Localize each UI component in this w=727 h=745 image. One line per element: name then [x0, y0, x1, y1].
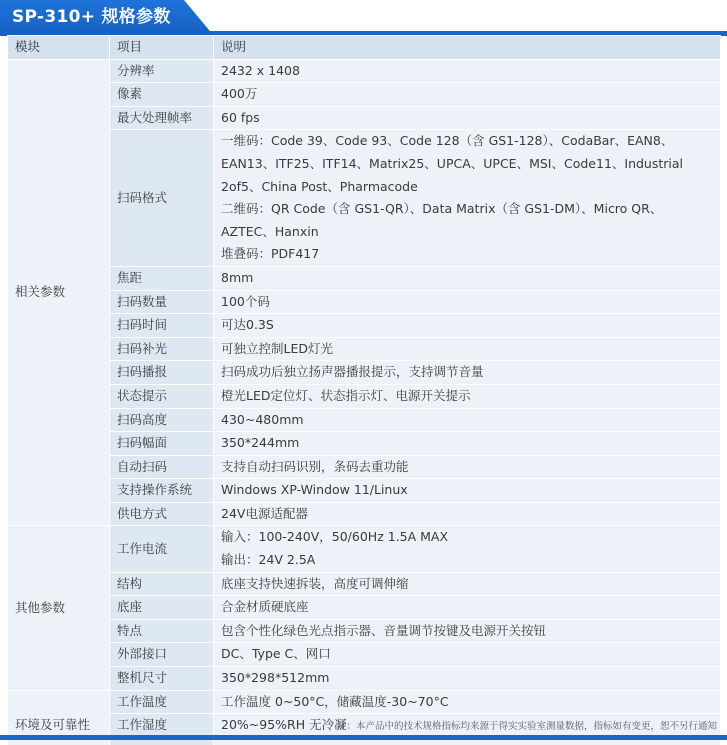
item-cell: 工作电流 — [110, 526, 214, 572]
table-row — [8, 572, 721, 596]
table-row — [8, 290, 721, 314]
table-row — [8, 83, 721, 107]
item-cell: 外部接口 — [110, 643, 214, 667]
header-band — [0, 0, 727, 36]
item-cell: 整机尺寸 — [110, 667, 214, 691]
description-cell: 工作温度 0~50°C，储藏温度-30~70°C — [214, 690, 721, 714]
description-cell: 包含个性化绿色光点指示器、音量调节按键及电源开关按钮 — [214, 619, 721, 643]
description-cell: 2432 x 1408 — [214, 59, 721, 83]
table-row — [8, 361, 721, 385]
item-cell: 分辨率 — [110, 59, 214, 83]
description-cell: 支持自动扫码识别，条码去重功能 — [214, 455, 721, 479]
description-cell: 可达0.3S — [214, 314, 721, 338]
table-row — [8, 455, 721, 479]
item-cell: 最大处理帧率 — [110, 106, 214, 130]
description-line: 2of5、China Post、Pharmacode — [221, 178, 418, 194]
table-row — [8, 596, 721, 620]
item-cell: 焦距 — [110, 266, 214, 290]
column-header-description: 说明 — [214, 36, 721, 60]
description-cell — [214, 526, 721, 572]
table-row — [8, 643, 721, 667]
table-row — [8, 408, 721, 432]
description-cell: 350*298*512mm — [214, 667, 721, 691]
description-line: 输出：24V 2.5A — [221, 552, 316, 568]
item-cell: 扫码格式 — [110, 130, 214, 267]
description-cell: 430~480mm — [214, 408, 721, 432]
description-line: EAN13、ITF25、ITF14、Matrix25、UPCA、UPCE、MSI、Code11、Industrial — [221, 155, 684, 171]
description-cell: 底座支持快速拆装，高度可调伸缩 — [214, 572, 721, 596]
table-row — [8, 690, 721, 714]
description-cell: Windows XP-Window 11/Linux — [214, 479, 721, 503]
table-row — [8, 479, 721, 503]
module-cell: 相关参数 — [8, 59, 110, 526]
item-cell: 供电方式 — [110, 502, 214, 526]
description-cell: DC、Type C、网口 — [214, 643, 721, 667]
item-cell: 自动扫码 — [110, 455, 214, 479]
item-cell: 扫码播报 — [110, 361, 214, 385]
item-cell: 扫码幅面 — [110, 432, 214, 456]
description-cell: 400万 — [214, 83, 721, 107]
table-row — [8, 106, 721, 130]
table-row — [8, 432, 721, 456]
item-cell: 扫码时间 — [110, 314, 214, 338]
item-cell: 支持操作系统 — [110, 479, 214, 503]
description-line: 一维码：Code 39、Code 93、Code 128（含 GS1-128）、CodaBar、EAN8、 — [221, 133, 674, 149]
table-row — [8, 502, 721, 526]
table-row — [8, 337, 721, 361]
description-cell: 350*244mm — [214, 432, 721, 456]
module-cell: 环境及可靠性 — [8, 690, 110, 745]
spec-table — [7, 35, 721, 745]
item-cell: 结构 — [110, 572, 214, 596]
item-cell: 扫码数量 — [110, 290, 214, 314]
item-cell: 扫码高度 — [110, 408, 214, 432]
footnote: 注：本产品中的技术规格指标均来源于得实实验室测量数据，指标如有变更，恕不另行通知 — [336, 721, 717, 732]
item-cell: 工作温度 — [110, 690, 214, 714]
module-cell: 其他参数 — [8, 526, 110, 690]
table-row — [8, 266, 721, 290]
item-cell: 扫码补光 — [110, 337, 214, 361]
description-line: 堆叠码：PDF417 — [221, 246, 320, 262]
item-cell: 特点 — [110, 619, 214, 643]
description-cell: 橙光LED定位灯、状态指示灯、电源开关提示 — [214, 384, 721, 408]
description-cell: 合金材质硬底座 — [214, 596, 721, 620]
bottom-accent-line — [0, 735, 727, 740]
page-title: SP-310+ 规格参数 — [12, 7, 171, 27]
item-cell: 工作湿度 — [110, 714, 214, 738]
description-cell: 扫码成功后独立扬声器播报提示，支持调节音量 — [214, 361, 721, 385]
table-row — [8, 526, 721, 572]
description-cell: 100个码 — [214, 290, 721, 314]
description-cell — [214, 130, 721, 267]
description-cell: 24V电源适配器 — [214, 502, 721, 526]
table-row — [8, 667, 721, 691]
table-header-row — [8, 36, 721, 60]
description-cell: 60 fps — [214, 106, 721, 130]
table-row — [8, 59, 721, 83]
description-line: 二维码：QR Code（含 GS1-QR）、Data Matrix（含 GS1-DM）、Micro QR、 — [221, 201, 663, 217]
description-cell: 20%~95%RH 无冷凝 — [214, 714, 721, 738]
description-cell: 8mm — [214, 266, 721, 290]
column-header-item: 项目 — [110, 36, 214, 60]
item-cell: 状态提示 — [110, 384, 214, 408]
table-row — [8, 619, 721, 643]
description-cell: 可独立控制LED灯光 — [214, 337, 721, 361]
table-row — [8, 130, 721, 267]
description-line: AZTEC、Hanxin — [221, 223, 319, 239]
item-cell: 像素 — [110, 83, 214, 107]
table-row — [8, 314, 721, 338]
item-cell: 底座 — [110, 596, 214, 620]
table-row — [8, 384, 721, 408]
description-line: 输入：100-240V，50/60Hz 1.5A MAX — [221, 529, 449, 545]
column-header-module: 模块 — [8, 36, 110, 60]
